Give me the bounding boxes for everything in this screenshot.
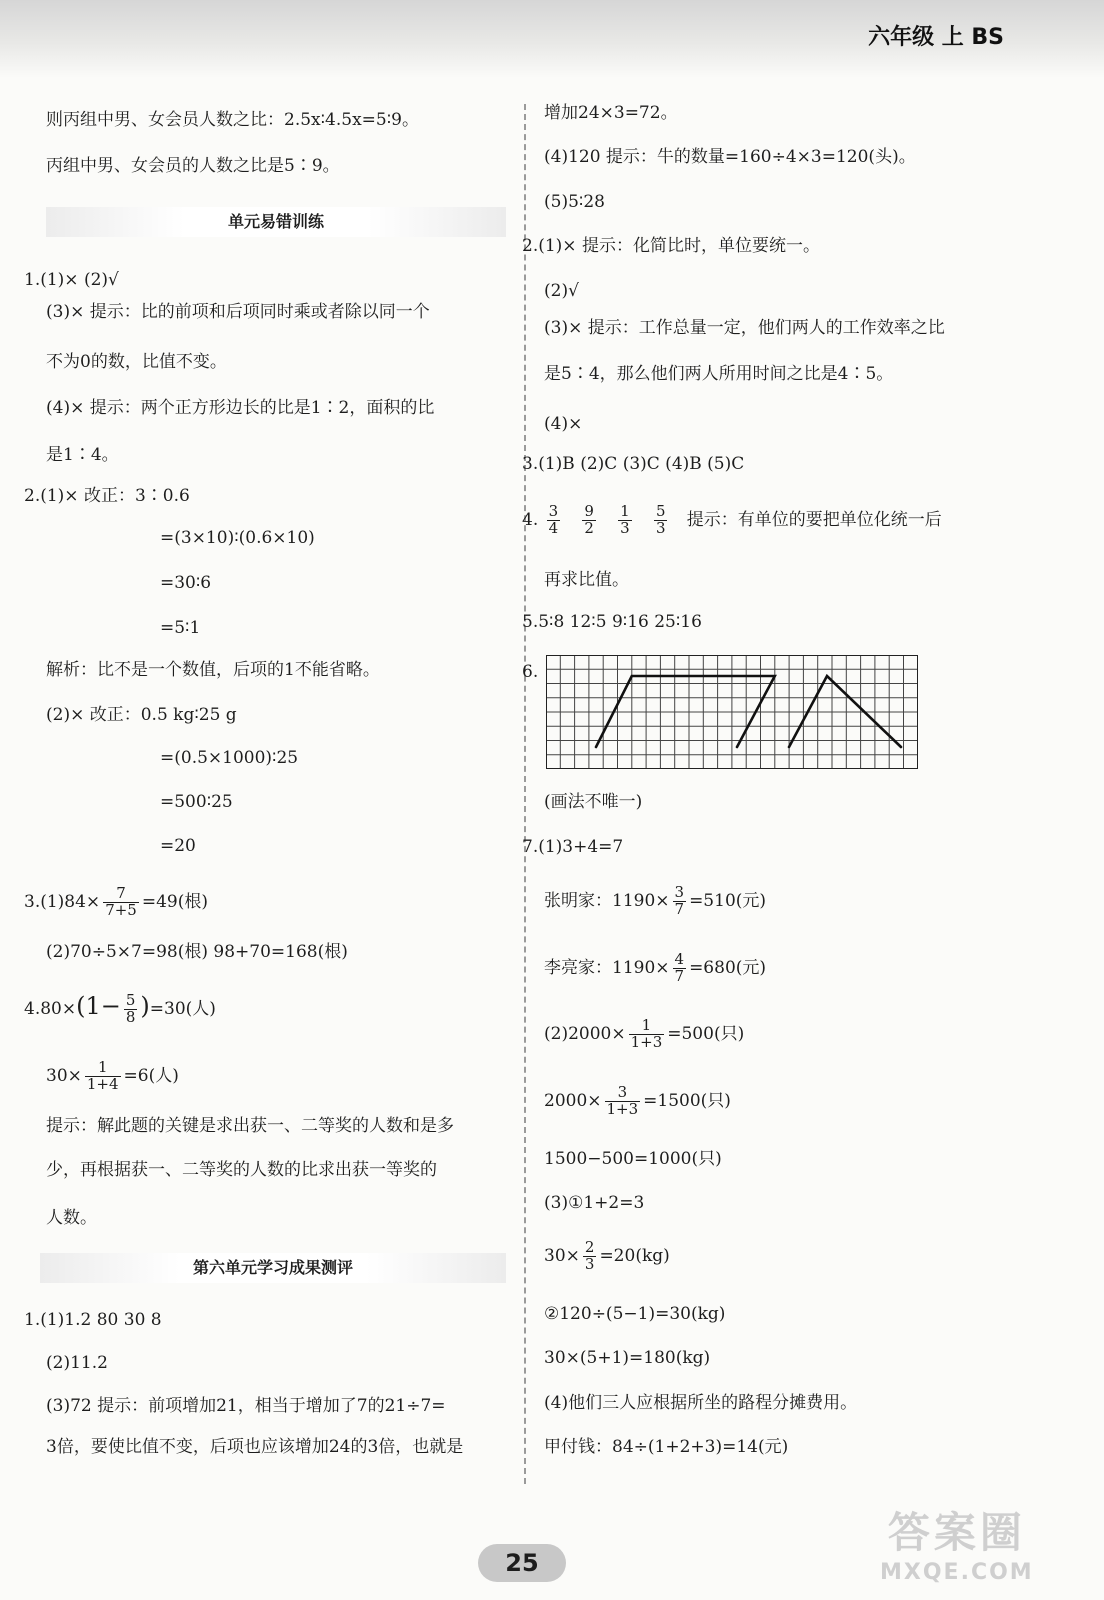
answer-line: =5∶1 bbox=[160, 618, 201, 638]
fraction: $\frac{1}{3}$ bbox=[620, 502, 630, 537]
answer-line: (画法不唯一) bbox=[544, 792, 643, 812]
answer-line: =(3×10)∶(0.6×10) bbox=[160, 528, 315, 548]
parallelogram-grid-figure bbox=[546, 655, 918, 769]
answer-line: 7.(1)3+4=7 bbox=[522, 837, 624, 857]
answer-line: 是1∶4。 bbox=[46, 445, 119, 465]
fraction: $\frac{2}{3}$ bbox=[584, 1238, 595, 1273]
fraction: $\frac{4}{7}$ bbox=[674, 950, 685, 985]
answer-line: =(0.5×1000)∶25 bbox=[160, 748, 299, 768]
answer-line: (2)× 改正：0.5 kg∶25 g bbox=[46, 705, 237, 725]
answer-line: (2)70÷5×7=98(根) 98+70=168(根) bbox=[46, 942, 348, 962]
answer-line: 3.(1)B (2)C (3)C (4)B (5)C bbox=[522, 454, 745, 474]
answer-line: (3)①1+2=3 bbox=[544, 1193, 645, 1213]
answer-line: 2.(1)× 改正：3∶0.6 bbox=[24, 486, 190, 506]
column-divider bbox=[524, 104, 526, 1484]
page-number: 25 bbox=[478, 1544, 566, 1582]
answer-line: (4)× bbox=[544, 414, 583, 434]
answer-line: (4)× 提示：两个正方形边长的比是1∶2，面积的比 bbox=[46, 398, 435, 418]
answer-line: 则丙组中男、女会员人数之比：2.5x∶4.5x=5∶9。 bbox=[46, 110, 419, 130]
fraction: $\frac{3}{4}$ bbox=[548, 502, 559, 537]
fraction: $\frac{3}{7}$ bbox=[674, 883, 685, 918]
answer-line: 是5∶4，那么他们两人所用时间之比是4∶5。 bbox=[544, 364, 894, 384]
answer-line: (4)120 提示：牛的数量=160÷4×3=120(头)。 bbox=[544, 147, 916, 167]
answer-line: 李亮家：1190× $\frac{4}{7}$ =680(元) bbox=[544, 950, 767, 985]
fraction: $\frac{9}{2}$ bbox=[584, 502, 594, 537]
answer-line: 30× $\frac{2}{3}$ =20(kg) bbox=[544, 1238, 670, 1273]
fraction: $\frac{5}{3}$ bbox=[655, 502, 666, 537]
answer-line: ②120÷(5−1)=30(kg) bbox=[544, 1304, 726, 1324]
answer-line: 提示：解此题的关键是求出获一、二等奖的人数和是多 bbox=[46, 1116, 454, 1136]
answer-line: 人数。 bbox=[46, 1208, 97, 1228]
answer-line: (2)√ bbox=[544, 281, 579, 301]
fraction: $\frac{1}{1+4}$ bbox=[86, 1058, 119, 1093]
answer-line: (4)他们三人应根据所坐的路程分摊费用。 bbox=[544, 1393, 858, 1413]
answer-line: 1.(1)× (2)√ bbox=[24, 270, 119, 290]
answer-line: 增加24×3=72。 bbox=[544, 103, 678, 123]
fraction: $\frac{5}{8}$ bbox=[125, 991, 136, 1026]
answer-line: 张明家：1190× $\frac{3}{7}$ =510(元) bbox=[544, 883, 767, 918]
fraction: $\frac{7}{7+5}$ bbox=[105, 884, 137, 919]
answer-line: 3倍，要使比值不变，后项也应该增加24的3倍，也就是 bbox=[46, 1437, 464, 1457]
answer-line: 30×(5+1)=180(kg) bbox=[544, 1348, 711, 1368]
section-title-unit-errors: 单元易错训练 bbox=[46, 207, 506, 237]
answer-line: 1.(1)1.2 80 30 8 bbox=[24, 1310, 162, 1330]
grid-lines bbox=[546, 655, 918, 769]
answer-line: 丙组中男、女会员的人数之比是5∶9。 bbox=[46, 156, 340, 176]
answer-line: 甲付钱：84÷(1+2+3)=14(元) bbox=[544, 1437, 789, 1457]
section-title-unit-test: 第六单元学习成果测评 bbox=[40, 1253, 506, 1283]
answer-line: 30× $\frac{1}{1+4}$ =6(人) bbox=[46, 1058, 179, 1093]
answer-line: 6. bbox=[522, 662, 539, 682]
answer-line: 4. $\frac{3}{4}$ $\frac{9}{2}$ $\frac{1}{3}$ $\frac{5}{3}$ 提示：有单位的要把单位化统一后 bbox=[522, 502, 942, 537]
grid-svg bbox=[546, 655, 918, 769]
answer-line: 1500−500=1000(只) bbox=[544, 1149, 722, 1169]
answer-line: 2.(1)× 提示：化简比时，单位要统一。 bbox=[522, 236, 820, 256]
answer-line: =30∶6 bbox=[160, 573, 212, 593]
answer-line: 3.(1)84× $\frac{7}{7+5}$ =49(根) bbox=[24, 884, 208, 919]
answer-line: (3)72 提示：前项增加21，相当于增加了7的21÷7= bbox=[46, 1396, 446, 1416]
answer-line: (2)2000× $\frac{1}{1+3}$ =500(只) bbox=[544, 1016, 745, 1051]
answer-line: (5)5∶28 bbox=[544, 192, 605, 212]
answer-line: 5.5∶8 12∶5 9∶16 25∶16 bbox=[522, 612, 702, 632]
grade-label: 六年级 上 BS bbox=[868, 25, 1004, 50]
answer-line: =20 bbox=[160, 836, 196, 856]
answer-line: 不为0的数，比值不变。 bbox=[46, 352, 227, 372]
fraction: $\frac{1}{1+3}$ bbox=[630, 1016, 663, 1051]
answer-line: =500∶25 bbox=[160, 792, 233, 812]
answer-line: 解析：比不是一个数值，后项的1不能省略。 bbox=[46, 660, 380, 680]
answer-line: 少，再根据获一、二等奖的人数的比求出获一等奖的 bbox=[46, 1160, 437, 1180]
answer-line: 2000× $\frac{3}{1+3}$ =1500(只) bbox=[544, 1083, 731, 1118]
answer-line: 4.80×(1− $\frac{5}{8}$ )=30(人) bbox=[24, 991, 216, 1026]
answer-line: (3)× 提示：工作总量一定，他们两人的工作效率之比 bbox=[544, 318, 945, 338]
answer-line: (3)× 提示：比的前项和后项同时乘或者除以同一个 bbox=[46, 302, 430, 322]
watermark-logo: 答案圈 MXQE.COM bbox=[880, 1508, 1034, 1585]
fraction: $\frac{3}{1+3}$ bbox=[606, 1083, 639, 1118]
answer-line: 再求比值。 bbox=[544, 570, 629, 590]
answer-line: (2)11.2 bbox=[46, 1353, 108, 1373]
